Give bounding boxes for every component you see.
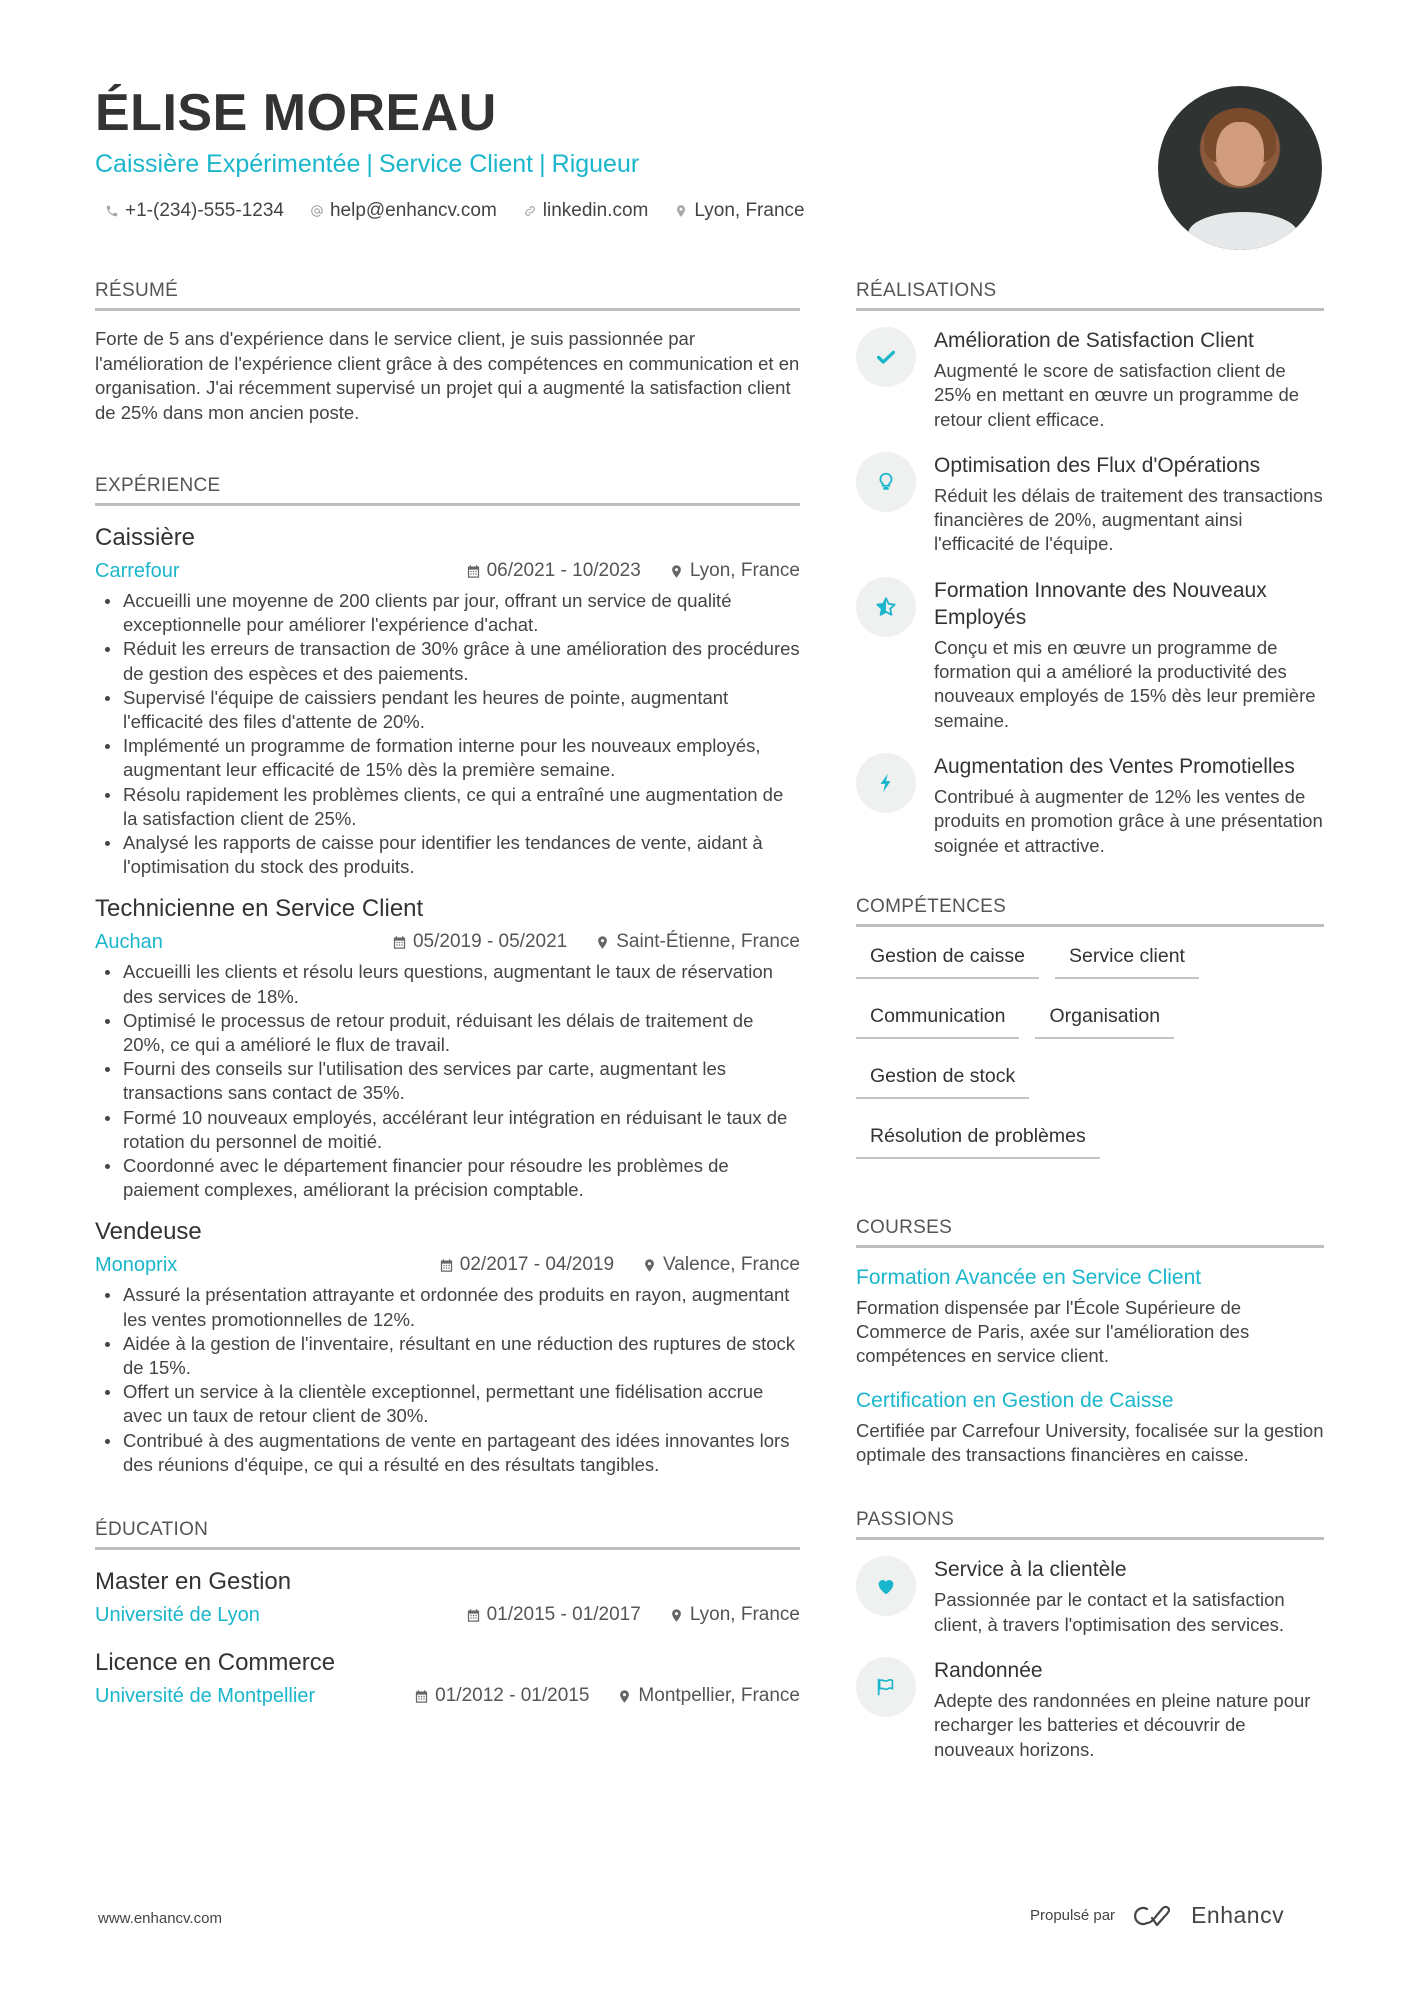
achievement-item [856,753,1324,858]
bullet-item: Contribué à des augmentations de vente en partageant des idées innovantes lors des réunions d'équipe, ce qui a résulté en des résultats tangibles. [95,1429,800,1477]
skill-tag: Gestion de caisse [856,943,1039,979]
photo-face [1216,122,1264,186]
skill-tag: Communication [856,1003,1019,1039]
section-heading: COURSES [856,1215,1324,1248]
calendar-icon [466,564,481,579]
date-range [466,1601,641,1629]
icon-badge [856,327,916,387]
experience-entry [95,522,800,879]
location-text: Valence, France [663,1254,800,1276]
resume-header [95,82,1145,224]
contact-email[interactable] [310,198,497,224]
headline-part: Caissière Expérimentée [95,150,361,178]
course-description: Formation dispensée par l'École Supérieure de Commerce de Paris, axée sur l'amélioration des compétences en service client. [856,1296,1250,1367]
job-title: Vendeuse [95,1218,202,1246]
course-description: Certifiée par Carrefour University, focalisée sur la gestion optimale des transactions financières en caisse. [856,1419,1324,1466]
bullet-item: Aidée à la gestion de l'inventaire, résultant en une réduction des ruptures de stock de 15%. [95,1332,800,1380]
skill-tag: Résolution de problèmes [856,1123,1100,1159]
achievement-title: Augmentation des Ventes Promotielles [934,754,1295,778]
achievement-body [934,577,1324,733]
course-item [856,1387,1324,1468]
section-heading: RÉALISATIONS [856,278,1324,311]
achievement-description: Contribué à augmenter de 12% les ventes de produits en promotion grâce à une présentation soignée et attractive. [934,785,1323,856]
checkmark-icon [875,346,897,368]
job-meta-row [95,557,800,585]
school-name: Université de Lyon [95,1604,260,1627]
achievement-description: Augmenté le score de satisfaction client de 25% en mettant en œuvre un programme de retour client efficace. [934,360,1300,430]
phone-icon [105,204,119,218]
degree-title: Licence en Commerce [95,1649,336,1677]
location-text: Lyon, France [694,200,805,221]
bullet-item: Accueilli une moyenne de 200 clients par jour, offrant un service de qualité exceptionnelle pour améliorer l'expérience d'achat. [95,589,800,637]
job-meta-row [95,928,800,956]
summary-section [95,278,800,425]
skill-tag: Organisation [1035,1003,1174,1039]
achievement-bullets [95,960,800,1202]
calendar-icon [439,1258,454,1273]
dates-text: 02/2017 - 04/2019 [459,1254,615,1276]
location-text: Saint-Étienne, France [616,931,800,953]
achievement-item [856,452,1324,557]
location-text: Montpellier, France [638,1685,800,1707]
achievement-body [934,452,1324,557]
headline-part: Service Client [378,150,534,178]
icon-badge [856,452,916,512]
bullet-item: Implémenté un programme de formation interne pour les nouveaux employés, augmentant leur efficacité de 15% dès la première semaine. [95,734,800,782]
location-text: Lyon, France [689,560,800,581]
link-icon [523,204,537,218]
headline [95,148,1145,180]
summary-text: Forte de 5 ans d'expérience dans le service client, je suis passionnée par l'amélioration de l'expérience client grâce à des compétences en communication et en organisation. J'ai récemment supervisé un projet qui a augmenté la satisfaction client de 25% dans mon ancien poste. [95,328,800,423]
course-item [856,1264,1324,1369]
location-pin-icon [669,564,684,579]
icon-badge [856,1657,916,1717]
passion-item [856,1556,1324,1637]
passion-description: Adepte des randonnées en pleine nature pour recharger les batteries et découvrir de nouveaux horizons. [934,1689,1311,1760]
profile-photo [1158,86,1322,250]
company-name: Carrefour [95,560,180,582]
achievement-bullets [95,1283,800,1477]
passion-description: Passionnée par le contact et la satisfaction client, à travers l'optimisation des services. [934,1589,1285,1635]
achievement-title: Formation Innovante des Nouveaux Employés [934,578,1267,629]
section-heading: RÉSUMÉ [95,278,800,311]
experience-entry [95,893,800,1202]
section-heading: ÉDUCATION [95,1517,800,1550]
dates-text: 06/2021 - 10/2023 [486,560,641,581]
date-range [392,928,567,956]
date-range [466,557,641,585]
passions-section [856,1507,1324,1761]
bullet-item: Assuré la présentation attrayante et ordonnée des produits en rayon, augmentant les ventes promotionnelles de 12%. [95,1283,800,1331]
achievement-title: Amélioration de Satisfaction Client [934,329,1254,352]
school-location [617,1682,800,1710]
courses-section [856,1215,1324,1467]
achievement-description: Conçu et mis en œuvre un programme de formation qui a amélioré la productivité des nouveaux employés de 15% dès leur première semaine. [934,636,1316,731]
contact-bar [95,198,1145,224]
icon-badge [856,1556,916,1616]
icon-badge [856,577,916,637]
passion-title: Randonnée [934,1658,1043,1682]
achievement-body [934,753,1324,858]
date-range [414,1682,589,1710]
achievement-body [934,327,1324,432]
headline-part: Rigueur [551,150,640,178]
degree-title: Master en Gestion [95,1568,292,1596]
skills-section [856,894,1324,1159]
achievement-title: Optimisation des Flux d'Opérations [934,453,1261,477]
achievement-item [856,327,1324,432]
bullet-item: Accueilli les clients et résolu leurs questions, augmentant le taux de réservation des services de 18%. [95,960,800,1008]
school-location [669,1601,800,1629]
job-location [669,557,800,585]
powered-by-label: Propulsé par [1030,1907,1116,1924]
linkedin-link: linkedin.com [542,200,649,221]
contact-location [674,198,804,224]
location-pin-icon [642,1258,657,1273]
footer-branding[interactable] [1030,1902,1284,1929]
section-heading: PASSIONS [856,1507,1324,1540]
lightbulb-icon [875,471,897,493]
star-icon [875,596,897,618]
location-pin-icon [674,204,688,218]
icon-badge [856,753,916,813]
brand-name: Enhancv [1191,1902,1285,1928]
company-name: Auchan [95,931,163,954]
location-pin-icon [617,1689,632,1704]
candidate-name: ÉLISE MOREAU [95,84,497,142]
calendar-icon [466,1608,481,1623]
left-column [95,278,800,1740]
headline-separator: | [539,150,546,178]
achievement-item [856,577,1324,733]
bullet-item: Fourni des conseils sur l'utilisation des services par carte, augmentant les transactions sans contact de 35%. [95,1057,800,1105]
dates-text: 01/2012 - 01/2015 [435,1685,590,1707]
job-location [595,928,800,956]
enhancv-logo-icon [1129,1903,1177,1929]
calendar-icon [414,1689,429,1704]
skill-tag: Gestion de stock [856,1063,1029,1099]
skill-tag: Service client [1055,943,1199,979]
passion-body [934,1556,1324,1637]
bullet-item: Analysé les rapports de caisse pour identifier les tendances de vente, aidant à l'optimisation du stock des produits. [95,831,800,879]
job-location [642,1251,800,1279]
job-title: Technicienne en Service Client [95,895,424,923]
dates-text: 05/2019 - 05/2021 [412,931,568,953]
heart-icon [875,1575,897,1597]
right-column [856,278,1324,1792]
company-name: Monoprix [95,1254,178,1277]
location-text: Lyon, France [689,1604,800,1626]
job-meta-row [95,1251,800,1279]
course-title: Formation Avancée en Service Client [856,1265,1202,1289]
experience-entry [95,1216,800,1477]
phone-number: +1-(234)-555-1234 [125,200,284,221]
bullet-item: Optimisé le processus de retour produit, réduisant les délais de traitement de 20%, ce qui a amélioré le flux de travail. [95,1009,800,1057]
email-address: help@enhancv.com [329,200,497,221]
contact-phone[interactable] [105,198,284,224]
education-entry [95,1647,800,1710]
achievement-description: Réduit les délais de traitement des transactions financières de 20%, augmentant ainsi l'efficacité de l'équipe. [934,484,1323,555]
bullet-item: Supervisé l'équipe de caissiers pendant les heures de pointe, augmentant l'efficacité des files d'attente de 20%. [95,686,800,734]
education-meta-row [95,1682,800,1710]
section-heading: EXPÉRIENCE [95,473,800,506]
footer-website[interactable]: www.enhancv.com [98,1910,222,1927]
passion-item [856,1657,1324,1762]
flag-icon [875,1676,897,1698]
achievements-section [856,278,1324,858]
section-heading: COMPÉTENCES [856,894,1324,927]
location-pin-icon [669,1608,684,1623]
contact-linkedin[interactable] [523,198,649,224]
headline-separator: | [366,150,373,178]
bullet-item: Résolu rapidement les problèmes clients, ce qui a entraîné une augmentation de la satisfaction client de 25%. [95,783,800,831]
dates-text: 01/2015 - 01/2017 [486,1604,641,1626]
education-meta-row [95,1601,800,1629]
bullet-item: Coordonné avec le département financier pour résoudre les problèmes de paiement complexes, améliorant la précision comptable. [95,1154,800,1202]
location-pin-icon [595,935,610,950]
job-title: Caissière [95,524,196,551]
achievement-bullets [95,589,800,879]
lightning-icon [875,772,897,794]
education-entry [95,1566,800,1629]
experience-section [95,473,800,1477]
school-name: Université de Montpellier [95,1685,316,1708]
calendar-icon [392,935,407,950]
bullet-item: Formé 10 nouveaux employés, accélérant leur intégration en réduisant le taux de rotation du personnel de moitié. [95,1106,800,1154]
photo-shirt [1188,212,1298,250]
skills-list [856,943,1324,1159]
date-range [439,1251,614,1279]
passion-title: Service à la clientèle [934,1558,1127,1582]
bullet-item: Réduit les erreurs de transaction de 30% grâce à une amélioration des procédures de gestion des espèces et des paiements. [95,637,800,685]
education-section [95,1517,800,1710]
course-title: Certification en Gestion de Caisse [856,1388,1174,1412]
passion-body [934,1657,1324,1762]
bullet-item: Offert un service à la clientèle exceptionnel, permettant une fidélisation accrue avec un taux de retour client de 30%. [95,1380,800,1428]
at-icon [310,204,324,218]
